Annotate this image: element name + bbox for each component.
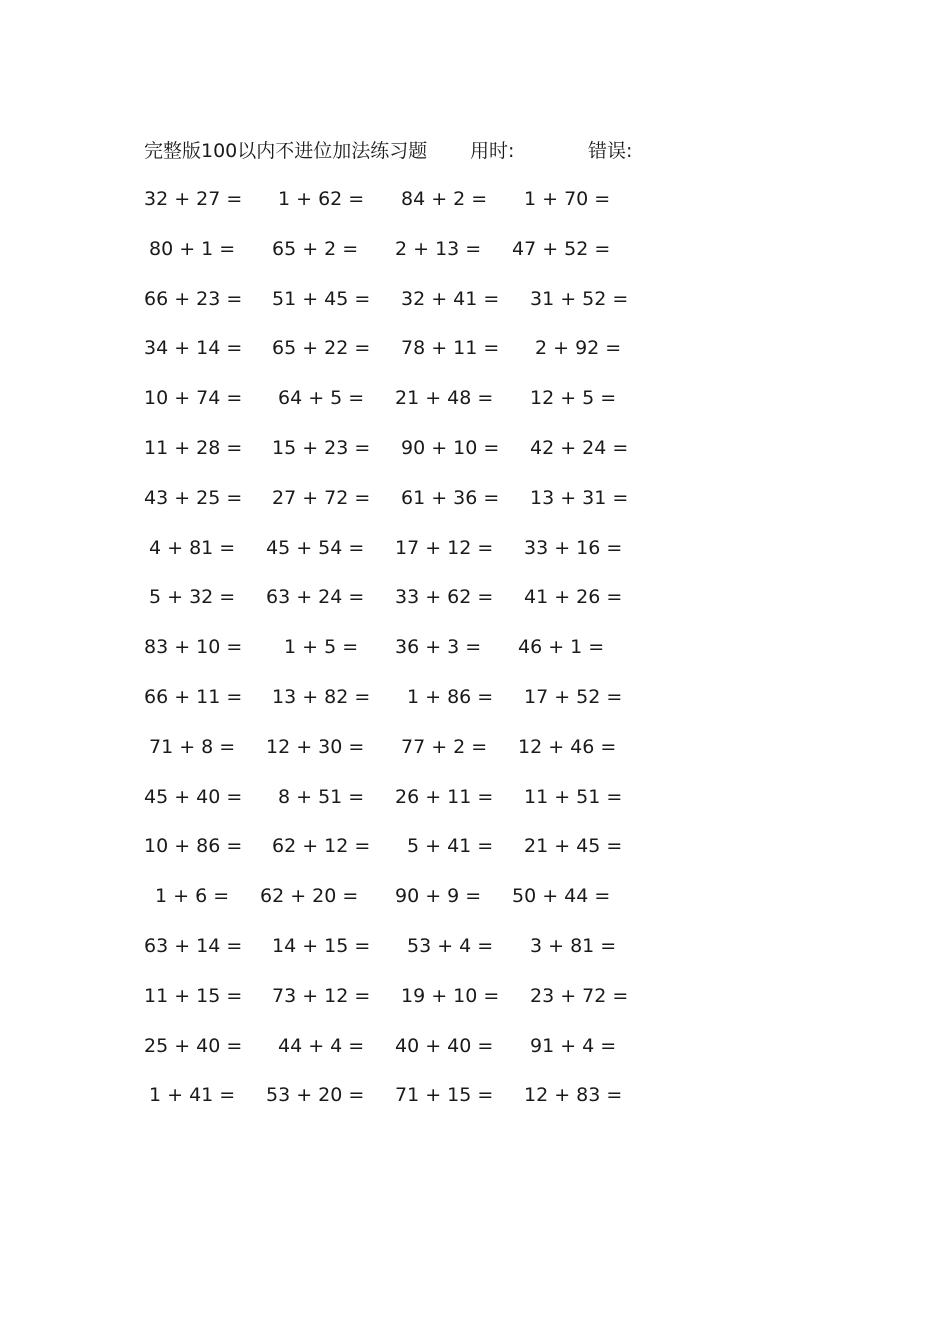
- addition-problem: 12 + 46 =: [518, 735, 617, 758]
- addition-problem: 77 + 2 =: [401, 735, 488, 758]
- addition-problem: 66 + 23 =: [144, 287, 243, 310]
- addition-problem: 17 + 52 =: [524, 685, 623, 708]
- worksheet-title: 完整版100以内不进位加法练习题: [144, 140, 428, 162]
- addition-problem: 2 + 13 =: [395, 237, 482, 260]
- addition-problem: 8 + 51 =: [278, 785, 365, 808]
- problem-row: [144, 832, 664, 882]
- addition-problem: 91 + 4 =: [530, 1034, 617, 1057]
- addition-problem: 90 + 10 =: [401, 436, 500, 459]
- addition-problem: 42 + 24 =: [530, 436, 629, 459]
- addition-problem: 66 + 11 =: [144, 685, 243, 708]
- addition-problem: 43 + 25 =: [144, 486, 243, 509]
- addition-problem: 46 + 1 =: [518, 636, 605, 659]
- addition-problem: 50 + 44 =: [512, 885, 611, 908]
- addition-problem: 2 + 92 =: [535, 337, 622, 360]
- addition-problem: 1 + 86 =: [407, 685, 494, 708]
- addition-problem: 32 + 27 =: [144, 188, 243, 210]
- problem-row: [144, 633, 664, 683]
- problem-row: [144, 982, 664, 1032]
- addition-problem: 51 + 45 =: [272, 287, 371, 310]
- problem-row: [144, 733, 664, 783]
- addition-problem: 62 + 20 =: [260, 885, 359, 908]
- addition-problem: 53 + 4 =: [407, 934, 494, 957]
- addition-problem: 14 + 15 =: [272, 934, 371, 957]
- addition-problem: 31 + 52 =: [530, 287, 629, 310]
- problem-row: [144, 285, 664, 335]
- problem-row: [144, 932, 664, 982]
- problem-row: [144, 484, 664, 534]
- addition-problem: 19 + 10 =: [401, 984, 500, 1007]
- problem-row: [144, 334, 664, 384]
- addition-problem: 25 + 40 =: [144, 1034, 243, 1057]
- addition-problem: 33 + 16 =: [524, 536, 623, 559]
- addition-problem: 53 + 20 =: [266, 1084, 365, 1107]
- addition-problem: 83 + 10 =: [144, 636, 243, 659]
- addition-problem: 61 + 36 =: [401, 486, 500, 509]
- addition-problem: 65 + 2 =: [272, 237, 359, 260]
- addition-problem: 11 + 51 =: [524, 785, 623, 808]
- addition-problem: 40 + 40 =: [395, 1034, 494, 1057]
- addition-problem: 26 + 11 =: [395, 785, 494, 808]
- addition-problem: 41 + 26 =: [524, 586, 623, 609]
- addition-problem: 1 + 41 =: [149, 1084, 236, 1107]
- addition-problem: 45 + 54 =: [266, 536, 365, 559]
- addition-problem: 4 + 81 =: [149, 536, 236, 559]
- addition-problem: 63 + 14 =: [144, 934, 243, 957]
- addition-problem: 1 + 5 =: [284, 636, 359, 659]
- addition-problem: 5 + 32 =: [149, 586, 236, 609]
- problem-row: [144, 185, 664, 235]
- addition-problem: 90 + 9 =: [395, 885, 482, 908]
- problem-grid: [144, 185, 664, 1131]
- addition-problem: 34 + 14 =: [144, 337, 243, 360]
- problem-row: [144, 583, 664, 633]
- addition-problem: 63 + 24 =: [266, 586, 365, 609]
- problem-row: [144, 434, 664, 484]
- problem-row: [144, 1081, 664, 1131]
- problem-row: [144, 1032, 664, 1082]
- addition-problem: 15 + 23 =: [272, 436, 371, 459]
- addition-problem: 3 + 81 =: [530, 934, 617, 957]
- addition-problem: 12 + 30 =: [266, 735, 365, 758]
- error-count-label: 错误:: [588, 140, 633, 162]
- problem-row: [144, 534, 664, 584]
- addition-problem: 21 + 48 =: [395, 387, 494, 410]
- addition-problem: 84 + 2 =: [401, 188, 488, 210]
- time-used-label: 用时:: [470, 140, 515, 162]
- addition-problem: 17 + 12 =: [395, 536, 494, 559]
- addition-problem: 73 + 12 =: [272, 984, 371, 1007]
- addition-problem: 64 + 5 =: [278, 387, 365, 410]
- addition-problem: 71 + 8 =: [149, 735, 236, 758]
- addition-problem: 11 + 15 =: [144, 984, 243, 1007]
- addition-problem: 10 + 86 =: [144, 835, 243, 858]
- addition-problem: 62 + 12 =: [272, 835, 371, 858]
- addition-problem: 47 + 52 =: [512, 237, 611, 260]
- addition-problem: 44 + 4 =: [278, 1034, 365, 1057]
- problem-row: [144, 783, 664, 833]
- addition-problem: 13 + 82 =: [272, 685, 371, 708]
- addition-problem: 1 + 6 =: [155, 885, 230, 908]
- problem-row: [144, 235, 664, 285]
- addition-problem: 80 + 1 =: [149, 237, 236, 260]
- addition-problem: 12 + 83 =: [524, 1084, 623, 1107]
- addition-problem: 13 + 31 =: [530, 486, 629, 509]
- addition-problem: 23 + 72 =: [530, 984, 629, 1007]
- addition-problem: 32 + 41 =: [401, 287, 500, 310]
- addition-problem: 5 + 41 =: [407, 835, 494, 858]
- problem-row: [144, 683, 664, 733]
- addition-problem: 78 + 11 =: [401, 337, 500, 360]
- problem-row: [144, 384, 664, 434]
- addition-problem: 12 + 5 =: [530, 387, 617, 410]
- addition-problem: 21 + 45 =: [524, 835, 623, 858]
- addition-problem: 33 + 62 =: [395, 586, 494, 609]
- addition-problem: 10 + 74 =: [144, 387, 243, 410]
- addition-problem: 36 + 3 =: [395, 636, 482, 659]
- addition-problem: 1 + 62 =: [278, 188, 365, 210]
- addition-problem: 45 + 40 =: [144, 785, 243, 808]
- addition-problem: 11 + 28 =: [144, 436, 243, 459]
- problem-row: [144, 882, 664, 932]
- addition-problem: 65 + 22 =: [272, 337, 371, 360]
- addition-problem: 71 + 15 =: [395, 1084, 494, 1107]
- addition-problem: 1 + 70 =: [524, 188, 611, 210]
- addition-problem: 27 + 72 =: [272, 486, 371, 509]
